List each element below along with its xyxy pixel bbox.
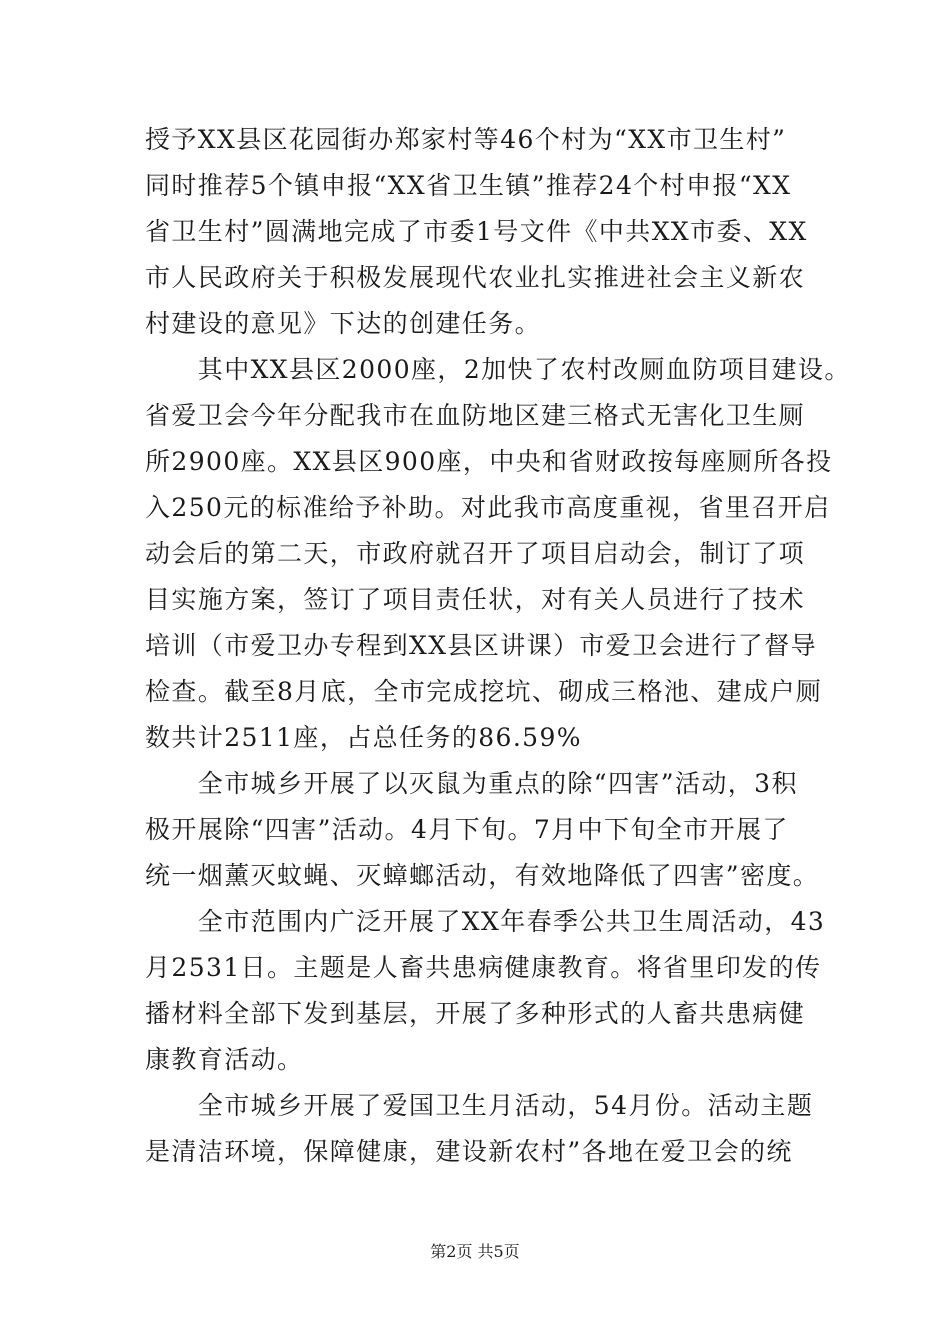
text-line: 数共计2511座，占总任务的86.59% bbox=[145, 723, 582, 752]
text-line: 培训（市爱卫办专程到XX县区讲课）市爱卫会进行了督导 bbox=[145, 631, 817, 660]
text-line: 月2531日。主题是人畜共患病健康教育。将省里印发的传 bbox=[145, 953, 822, 982]
text-line: 同时推荐5个镇申报“XX省卫生镇”推荐24个村申报“XX bbox=[145, 171, 792, 200]
text-line: 统一烟薰灭蚊蝇、灭蟑螂活动，有效地降低了四害”密度。 bbox=[145, 861, 820, 890]
text-line: 康教育活动。 bbox=[145, 1045, 304, 1074]
text-line: 全市城乡开展了以灭鼠为重点的除“四害”活动，3积 bbox=[145, 769, 798, 798]
text-line: 全市范围内广泛开展了XX年春季公共卫生周活动，43 bbox=[145, 907, 826, 936]
text-line: 授予XX县区花园街办郑家村等46个村为“XX市卫生村” bbox=[145, 125, 787, 154]
text-line: 是清洁环境，保障健康，建设新农村”各地在爱卫会的统 bbox=[145, 1137, 793, 1166]
text-line: 极开展除“四害”活动。4月下旬。7月中下旬全市开展了 bbox=[145, 815, 789, 844]
text-line: 市人民政府关于积极发展现代农业扎实推进社会主义新农 bbox=[145, 263, 806, 292]
text-line: 播材料全部下发到基层，开展了多种形式的人畜共患病健 bbox=[145, 999, 806, 1028]
text-line: 村建设的意见》下达的创建任务。 bbox=[145, 309, 542, 338]
text-line: 目实施方案，签订了项目责任状，对有关人员进行了技术 bbox=[145, 585, 806, 614]
text-line: 其中XX县区2000座，2加快了农村改厕血防项目建设。 bbox=[145, 355, 851, 384]
text-line: 全市城乡开展了爱国卫生月活动，54月份。活动主题 bbox=[145, 1091, 814, 1120]
text-line: 所2900座。XX县区900座，中央和省财政按每座厕所各投 bbox=[145, 447, 833, 476]
page-footer: 第2页 共5页 bbox=[430, 1242, 520, 1261]
text-line: 省爱卫会今年分配我市在血防地区建三格式无害化卫生厕 bbox=[145, 401, 806, 430]
text-line: 检查。截至8月底，全市完成挖坑、砌成三格池、建成户厕 bbox=[145, 677, 823, 706]
text-line: 动会后的第二天，市政府就召开了项目启动会，制订了项 bbox=[145, 539, 806, 568]
text-line: 省卫生村”圆满地完成了市委1号文件《中共XX市委、XX bbox=[145, 217, 808, 246]
text-line: 入250元的标准给予补助。对此我市高度重视，省里召开启 bbox=[145, 493, 831, 522]
